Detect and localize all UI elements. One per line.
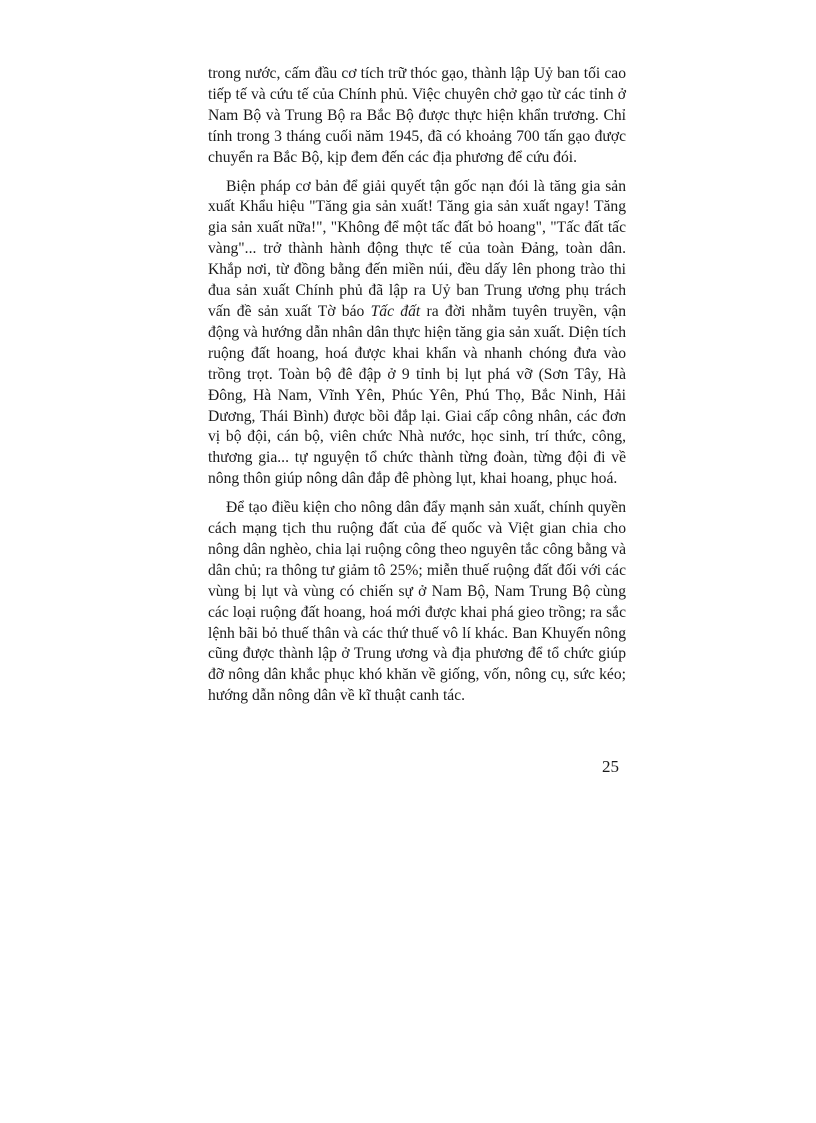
page-number: 25 [602, 757, 619, 776]
paragraph-1: trong nước, cấm đầu cơ tích trữ thóc gạo, thành lập Uỷ ban tối cao tiếp tế và cứu tế của Chính phủ. Việc chuyên chở gạo từ các tỉnh ở Nam Bộ và Trung Bộ ra Bắc Bộ được thực hiện khẩn trương. Chỉ tính trong 3 tháng cuối năm 1945, đã có khoảng 700 tấn gạo được chuyển ra Bắc Bộ, kịp đem đến các địa phương để cứu đói. [208, 65, 626, 166]
page-body [208, 64, 626, 707]
paragraph-2 [208, 177, 626, 491]
paragraph-3: Để tạo điều kiện cho nông dân đẩy mạnh sản xuất, chính quyền cách mạng tịch thu ruộng đất của đế quốc và Việt gian chia cho nông dân nghèo, chia lại ruộng công theo nguyên tắc công bằng và dân chủ; ra thông tư giảm tô 25%; miễn thuế ruộng đất đối với các vùng bị lụt và vùng có chiến sự ở Nam Bộ, Nam Trung Bộ cùng các loại ruộng đất hoang, hoá mới được khai phá gieo trồng; ra sắc lệnh bãi bỏ thuế thân và các thứ thuế vô lí khác. Ban Khuyến nông cũng được thành lập ở Trung ương và địa phương để tổ chức giúp đỡ nông dân khắc phục khó khăn về giống, vốn, nông cụ, sức kéo; hướng dẫn nông dân về kĩ thuật canh tác. [208, 499, 626, 705]
newspaper-title: Tấc đất [370, 302, 421, 320]
paragraph-2-text-a: Biện pháp cơ bản để giải quyết tận gốc nạn đói là tăng gia sản xuất Khẩu hiệu "Tăng gia sản xuất! Tăng gia sản xuất ngay! Tăng gia sản xuất nữa!", "Không để một tấc đất bỏ hoang", "Tấc đất tấc vàng"... trở thành hành động thực tế của toàn Đảng, toàn dân. Khắp nơi, từ đồng bằng đến miền núi, đều dấy lên phong trào thi đua sản xuất Chính phủ đã lập ra Uỷ ban Trung ương phụ trách vấn đề sản xuất Tờ báo [208, 177, 626, 320]
paragraph-2-text-b: ra đời nhằm tuyên truyền, vận động và hướng dẫn nhân dân thực hiện tăng gia sản xuất. Diện tích ruộng đất hoang, hoá được khai khẩn và nhanh chóng đưa vào trồng trọt. Toàn bộ đê đập ở 9 tỉnh bị lụt phá vỡ (Sơn Tây, Hà Đông, Hà Nam, Vĩnh Yên, Phúc Yên, Phú Thọ, Bắc Ninh, Hải Dương, Thái Bình) được bồi đắp lại. Giai cấp công nhân, các đơn vị bộ đội, cán bộ, viên chức Nhà nước, học sinh, trí thức, công, thương gia... tự nguyện tổ chức thành từng đoàn, từng đội đi về nông thôn giúp nông dân đắp đê phòng lụt, khai hoang, phục hoá. [208, 302, 627, 488]
